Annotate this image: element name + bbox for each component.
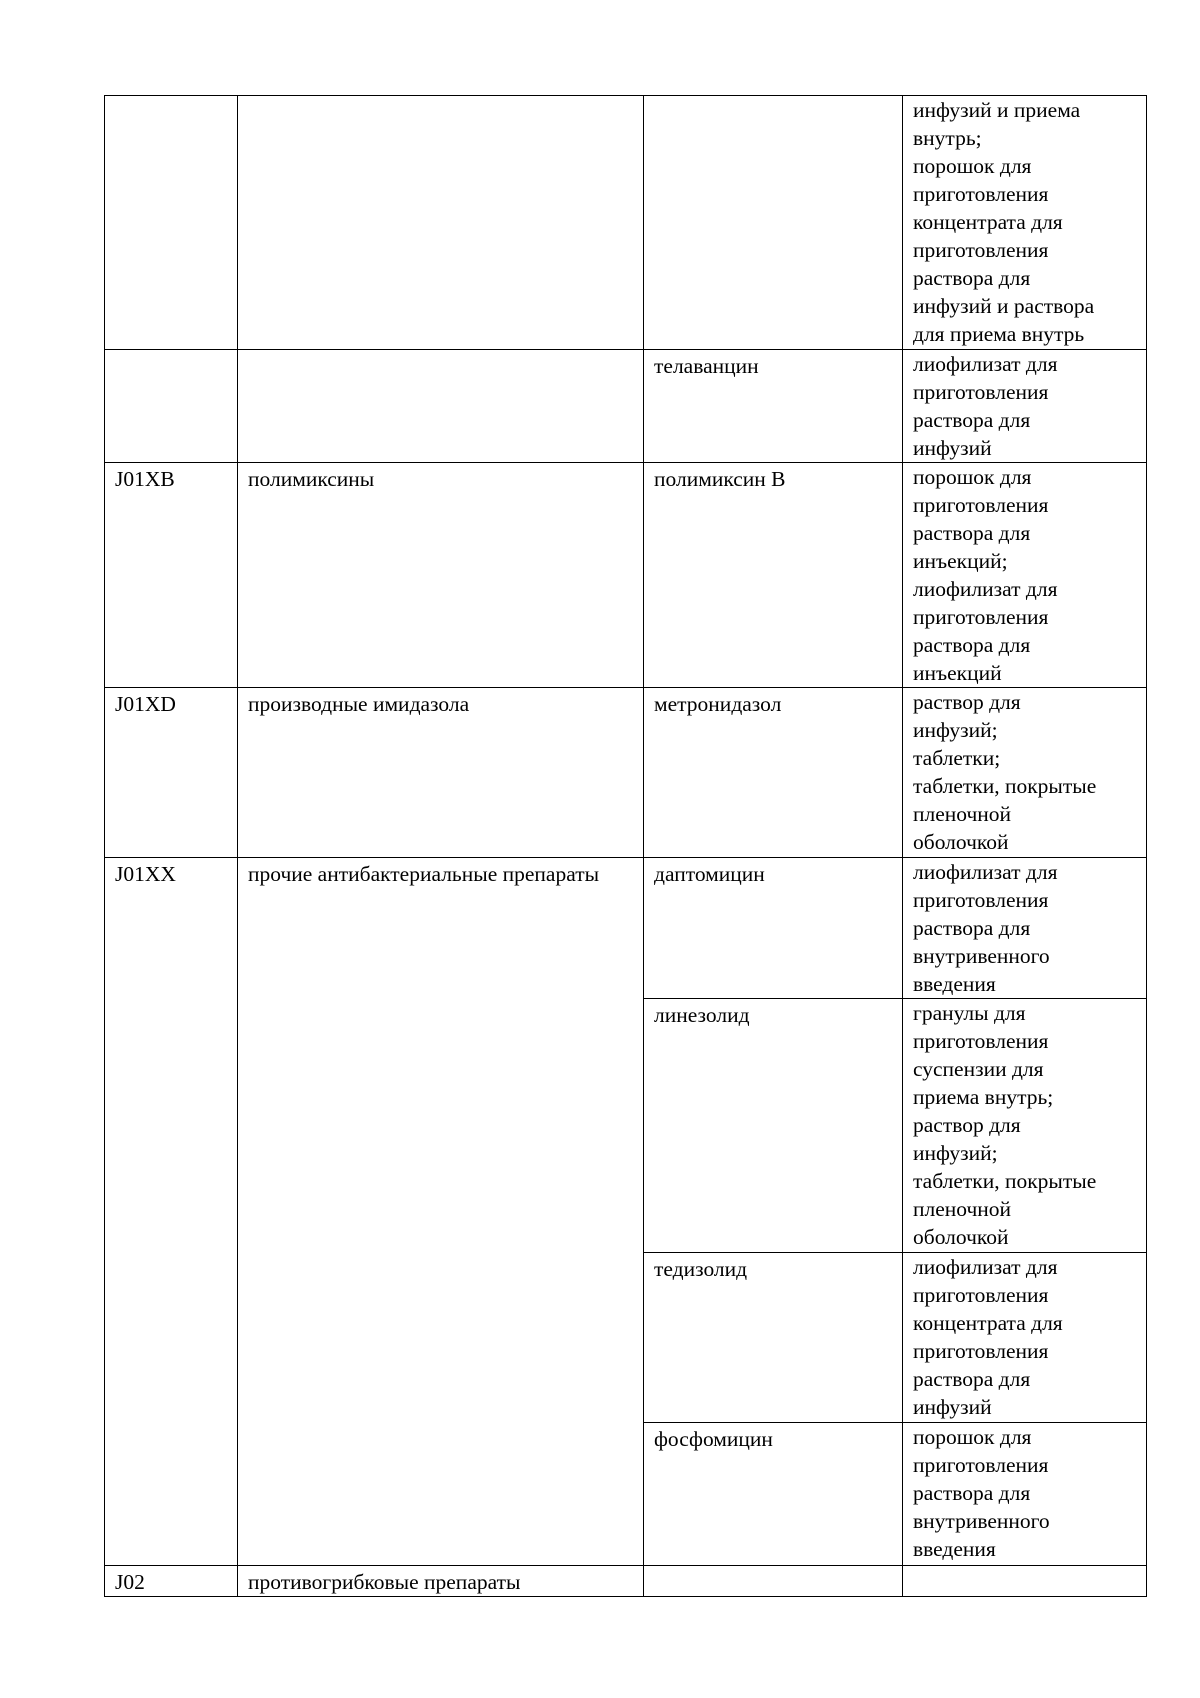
atc-code-cell [105, 350, 238, 463]
table-row [105, 858, 1147, 999]
dosage-form-line: таблетки, покрытые [913, 774, 1097, 798]
dosage-forms-cell [903, 688, 1147, 858]
dosage-form-line: приготовления [913, 888, 1049, 912]
drug-name-cell: полимиксин B [644, 463, 903, 688]
atc-code-cell: J02 [105, 1566, 238, 1597]
atc-code-cell: J01XB [105, 463, 238, 688]
atc-code-cell: J01XX [105, 858, 238, 1566]
dosage-forms-cell [903, 1253, 1147, 1423]
drug-name-cell: фосфомицин [644, 1423, 903, 1566]
dosage-form-line: приготовления [913, 380, 1049, 404]
dosage-form-line: внутривенного [913, 944, 1050, 968]
drug-name-cell: метронидазол [644, 688, 903, 858]
dosage-form-line: раствора для [913, 1367, 1031, 1391]
dosage-form-line: порошок для [913, 465, 1032, 489]
dosage-form-line: порошок для [913, 1425, 1032, 1449]
dosage-form-line: пленочной [913, 1197, 1012, 1221]
atc-code-cell: J01XD [105, 688, 238, 858]
dosage-form-line: приготовления [913, 1339, 1049, 1363]
dosage-forms-cell [903, 463, 1147, 688]
dosage-form-line: раствора для [913, 266, 1031, 290]
dosage-form-line: инфузий; [913, 1141, 998, 1165]
group-name-cell [238, 350, 644, 463]
dosage-form-line: приготовления [913, 493, 1049, 517]
dosage-form-line: внутривенного [913, 1509, 1050, 1533]
drug-classification-table [104, 95, 1147, 1597]
dosage-form-line: лиофилизат для [913, 352, 1058, 376]
drug-name-cell: тедизолид [644, 1253, 903, 1423]
dosage-form-line: инфузий; [913, 718, 998, 742]
dosage-form-line: оболочкой [913, 1225, 1009, 1249]
dosage-form-line: приготовления [913, 1453, 1049, 1477]
dosage-form-line: раствора для [913, 633, 1031, 657]
dosage-form-line: лиофилизат для [913, 577, 1058, 601]
dosage-form-line: лиофилизат для [913, 1255, 1058, 1279]
dosage-form-line: инфузий [913, 436, 992, 460]
dosage-form-line: для приема внутрь [913, 322, 1085, 346]
dosage-form-line: концентрата для [913, 1311, 1063, 1335]
dosage-form-line: инъекций [913, 661, 1002, 685]
dosage-forms-cell [903, 999, 1147, 1253]
dosage-form-line: раствора для [913, 1481, 1031, 1505]
dosage-form-line: порошок для [913, 154, 1032, 178]
dosage-form-line: таблетки; [913, 746, 1001, 770]
dosage-form-line: раствора для [913, 916, 1031, 940]
dosage-form-line: инфузий и раствора [913, 294, 1095, 318]
dosage-form-line: пленочной [913, 802, 1012, 826]
dosage-forms-cell [903, 350, 1147, 463]
drug-name-cell [644, 96, 903, 350]
drug-name-cell: линезолид [644, 999, 903, 1253]
dosage-form-line: инъекций; [913, 549, 1008, 573]
dosage-form-line: введения [913, 1537, 996, 1561]
dosage-form-line: приготовления [913, 238, 1049, 262]
dosage-forms-cell [903, 96, 1147, 350]
drug-name-cell: телаванцин [644, 350, 903, 463]
table-row [105, 96, 1147, 350]
dosage-form-line: лиофилизат для [913, 860, 1058, 884]
dosage-form-line: гранулы для [913, 1001, 1026, 1025]
dosage-form-line: таблетки, покрытые [913, 1169, 1097, 1193]
dosage-form-line: введения [913, 972, 996, 996]
dosage-form-line: приготовления [913, 182, 1049, 206]
dosage-form-line: инфузий [913, 1395, 992, 1419]
dosage-form-line: оболочкой [913, 830, 1009, 854]
table-row [105, 1566, 1147, 1597]
group-name-cell: производные имидазола [238, 688, 644, 858]
dosage-form-line: суспензии для [913, 1057, 1044, 1081]
table-row [105, 688, 1147, 858]
dosage-form-line: раствор для [913, 690, 1021, 714]
dosage-form-line: приготовления [913, 1283, 1049, 1307]
atc-code-cell [105, 96, 238, 350]
dosage-form-line: концентрата для [913, 210, 1063, 234]
group-name-cell [238, 96, 644, 350]
drug-name-cell [644, 1566, 903, 1597]
dosage-form-line: раствора для [913, 408, 1031, 432]
dosage-form-line: раствора для [913, 521, 1031, 545]
group-name-cell: полимиксины [238, 463, 644, 688]
dosage-forms-cell [903, 1566, 1147, 1597]
dosage-form-line: инфузий и приема [913, 98, 1081, 122]
drug-name-cell: даптомицин [644, 858, 903, 999]
dosage-form-line: приготовления [913, 1029, 1049, 1053]
table-row [105, 350, 1147, 463]
table-row [105, 463, 1147, 688]
dosage-form-line: приема внутрь; [913, 1085, 1054, 1109]
dosage-forms-cell [903, 1423, 1147, 1566]
dosage-form-line: приготовления [913, 605, 1049, 629]
dosage-form-line: внутрь; [913, 126, 982, 150]
dosage-forms-cell [903, 858, 1147, 999]
group-name-cell: противогрибковые препараты [238, 1566, 644, 1597]
group-name-cell: прочие антибактериальные препараты [238, 858, 644, 1566]
dosage-form-line: раствор для [913, 1113, 1021, 1137]
